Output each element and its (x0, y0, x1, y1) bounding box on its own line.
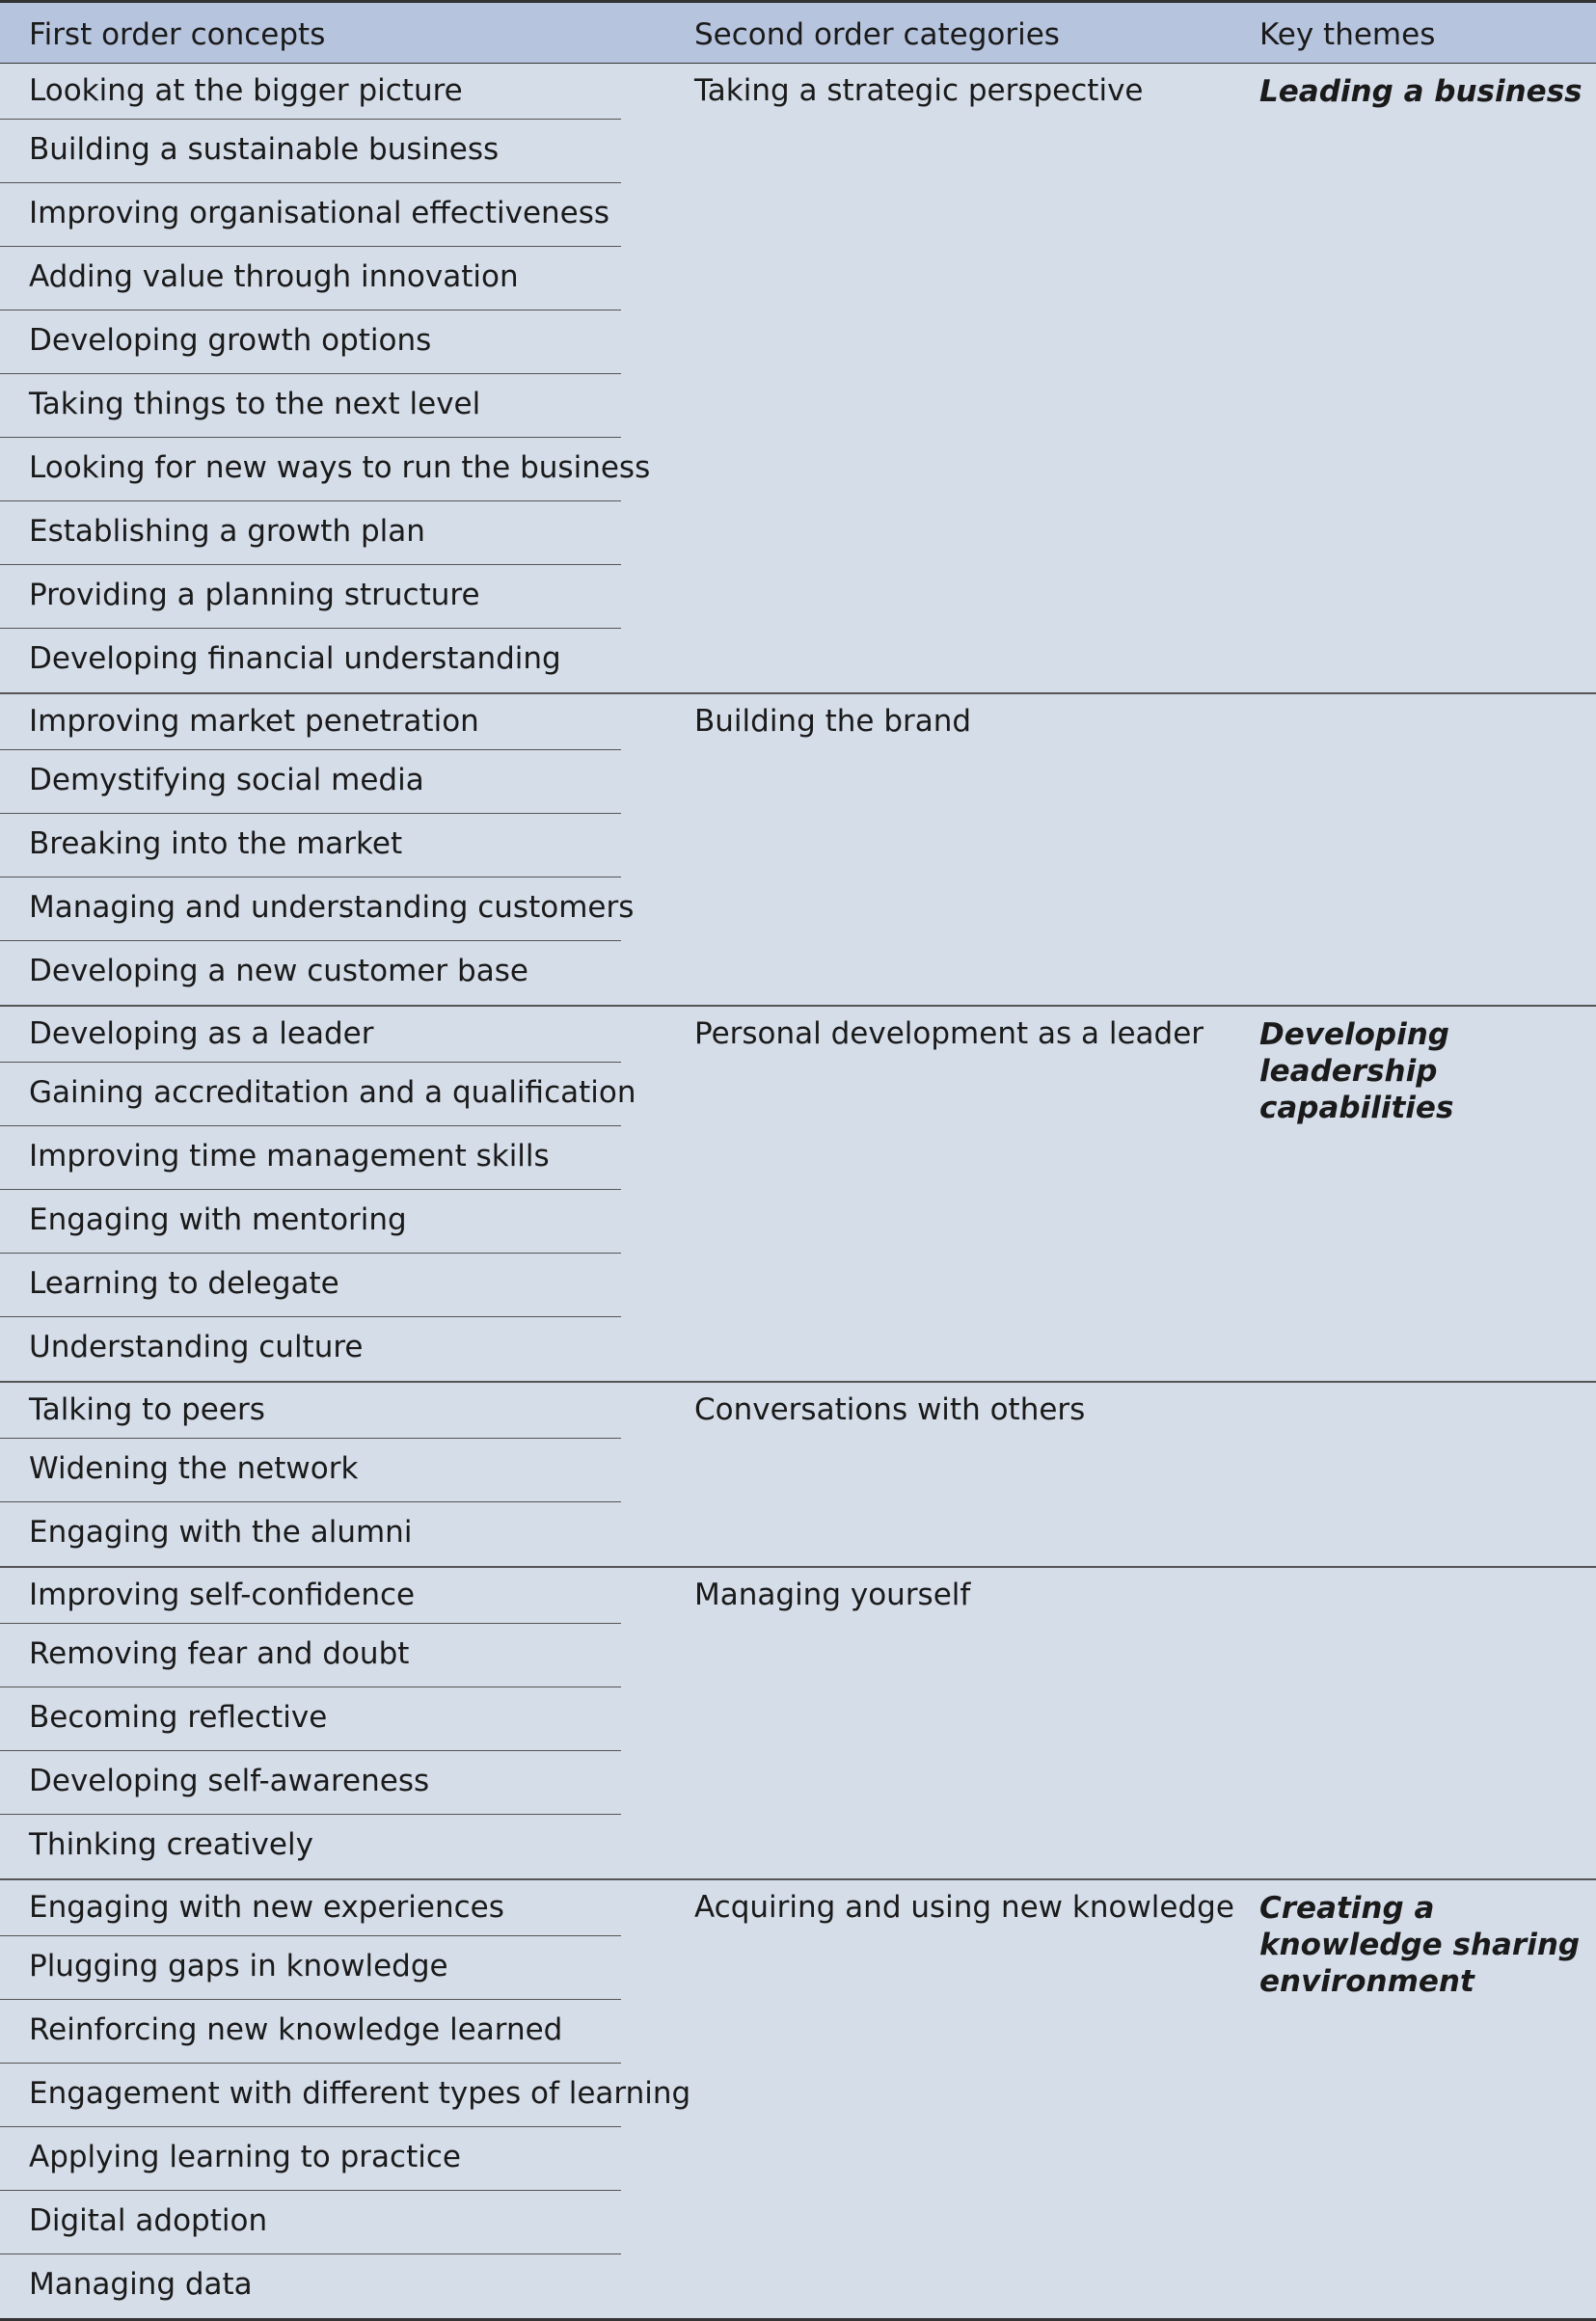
concept-item: Talking to peers (0, 1383, 621, 1439)
concept-item: Improving market penetration (0, 694, 621, 750)
second-order-category: Acquiring and using new knowledge (694, 1890, 1234, 1925)
table-body (0, 64, 1596, 2321)
concept-item: Engaging with new experiences (0, 1880, 621, 1936)
concept-item: Applying learning to practice (0, 2127, 621, 2191)
concept-item: Engaging with mentoring (0, 1190, 621, 1254)
concept-item: Looking for new ways to run the business (0, 438, 621, 501)
first-order-concepts-cell (0, 1383, 621, 1566)
concept-item: Thinking creatively (29, 1827, 313, 1862)
concept-item: Improving organisational effectiveness (0, 183, 621, 247)
header-second-order-categories: Second order categories (694, 17, 1060, 52)
concept-item: Improving self-confidence (0, 1568, 621, 1624)
concept-item: Learning to delegate (0, 1254, 621, 1317)
category-group (0, 694, 1596, 1007)
concept-item: Adding value through innovation (0, 247, 621, 310)
second-order-category: Taking a strategic perspective (694, 73, 1144, 108)
first-order-concepts-cell (0, 1568, 621, 1878)
concept-item: Gaining accreditation and a qualification (0, 1063, 621, 1126)
concept-item: Managing and understanding customers (0, 877, 621, 941)
header-first-order-concepts: First order concepts (29, 17, 326, 52)
concept-item: Developing self-awareness (0, 1751, 621, 1815)
concept-item: Digital adoption (0, 2191, 621, 2254)
concept-item: Developing a new customer base (29, 954, 528, 988)
table-header (0, 0, 1596, 64)
concept-item: Engaging with the alumni (29, 1515, 413, 1550)
concept-item: Establishing a growth plan (0, 501, 621, 565)
concept-item: Building a sustainable business (0, 120, 621, 183)
concept-item: Understanding culture (29, 1330, 364, 1364)
first-order-concepts-cell (0, 1007, 636, 1381)
first-order-concepts-cell (0, 694, 635, 1005)
concept-item: Developing growth options (0, 310, 621, 374)
category-group (0, 64, 1596, 694)
concept-item: Reinforcing new knowledge learned (0, 2000, 621, 2064)
key-theme: Leading a business (1259, 74, 1582, 109)
key-theme: Creating a knowledge sharing environment (1259, 1891, 1581, 1999)
concept-item: Looking at the bigger picture (0, 64, 621, 120)
second-order-category: Personal development as a leader (694, 1016, 1204, 1051)
concept-item: Developing as a leader (0, 1007, 621, 1063)
concept-item: Demystifying social media (0, 750, 621, 814)
concept-item: Developing financial understanding (29, 641, 561, 676)
category-group (0, 1880, 1596, 2321)
concept-item: Improving time management skills (0, 1126, 621, 1190)
second-order-category: Managing yourself (694, 1578, 971, 1612)
key-theme: Developing leadership capabilities (1259, 1017, 1454, 1125)
concept-item: Becoming reflective (0, 1687, 621, 1751)
category-group (0, 1007, 1596, 1383)
concept-item: Managing data (29, 2267, 253, 2302)
second-order-category: Building the brand (694, 704, 972, 739)
concept-item: Engagement with different types of learning (0, 2064, 621, 2127)
concept-item: Widening the network (0, 1439, 621, 1502)
concept-item: Taking things to the next level (0, 374, 621, 438)
concept-item: Plugging gaps in knowledge (0, 1936, 621, 2000)
second-order-category: Conversations with others (694, 1392, 1086, 1427)
concept-item: Breaking into the market (0, 814, 621, 877)
concept-item: Removing fear and doubt (0, 1624, 621, 1687)
concept-item: Providing a planning structure (0, 565, 621, 629)
first-order-concepts-cell (0, 64, 651, 692)
category-group (0, 1383, 1596, 1568)
category-group (0, 1568, 1596, 1880)
header-key-themes: Key themes (1259, 17, 1436, 52)
first-order-concepts-cell (0, 1880, 691, 2318)
